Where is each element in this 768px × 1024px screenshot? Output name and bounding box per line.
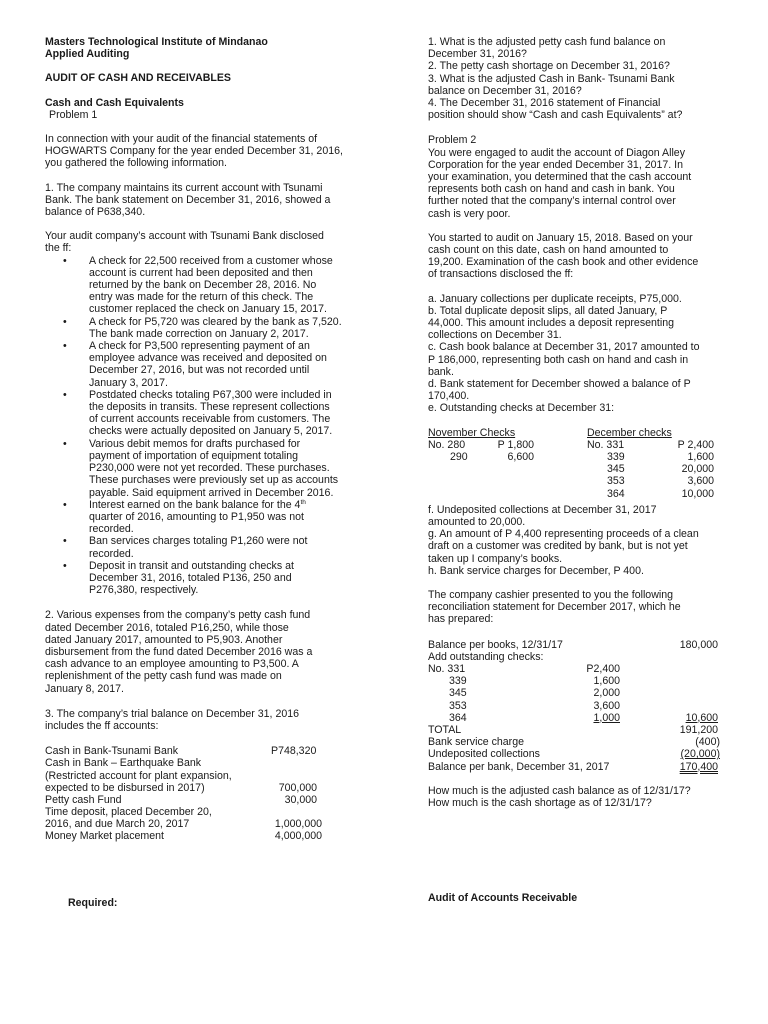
check-number: No. 280 xyxy=(428,438,466,451)
text-line: reconciliation statement for December 2017, which he xyxy=(428,601,681,614)
text-line: The bank made correction on January 2, 2017. xyxy=(89,327,309,340)
text-line: 4. The December 31, 2016 statement of Financial xyxy=(428,97,661,110)
text-line: employee advance was received and deposited on xyxy=(89,352,327,365)
recon-check-row xyxy=(428,700,720,712)
text-line: g. An amount of P 4,400 representing proceeds of a clean xyxy=(428,528,699,541)
text-line: c. Cash book balance at December 31, 2017 amounted to xyxy=(428,341,700,354)
text-line: bank. xyxy=(428,365,454,378)
account-value: 4,000,000 xyxy=(274,830,322,843)
cashier-note xyxy=(428,589,728,626)
text-line: You started to audit on January 15, 2018. Based on your xyxy=(428,231,693,244)
november-checks-header: November Checks xyxy=(428,426,516,439)
recon-row xyxy=(428,651,720,663)
list-item xyxy=(89,340,360,389)
text-line: balance of P638,340. xyxy=(45,206,146,219)
problem1-item2 xyxy=(45,609,360,694)
text-line: checks were actually deposited on January 5, 2017. xyxy=(89,425,333,438)
text-line: a. January collections per duplicate receipts, P75,000. xyxy=(428,292,682,305)
text-line: replenishment of the petty cash fund was made on xyxy=(45,670,282,683)
account-row xyxy=(45,794,335,806)
text-line: has prepared: xyxy=(428,613,494,626)
course-name: Applied Auditing xyxy=(45,48,130,61)
account-row xyxy=(45,782,335,794)
text-line: payment of importation of equipment totaling xyxy=(89,449,299,462)
institution-name: Masters Technological Institute of Mindanao xyxy=(45,36,268,48)
right-column xyxy=(428,36,728,904)
problem2-intro xyxy=(428,147,728,220)
text-line: • Postdated checks totaling P67,300 were included in xyxy=(89,388,332,401)
text-line: January 8, 2017. xyxy=(45,682,124,695)
text-line: cash is very poor. xyxy=(428,207,511,220)
text-line: position should show “Cash and cash Equivalents” at? xyxy=(428,109,683,122)
recon-value: 180,000 xyxy=(679,638,718,651)
text-line: of current accounts receivable from customers. The xyxy=(89,413,331,426)
text-line: dated January 2017, amounted to P5,903. Another xyxy=(45,633,283,646)
text-line: • Ban services charges totaling P1,260 were not xyxy=(89,535,308,548)
text-line: 3. The company’s trial balance on December 31, 2016 xyxy=(45,707,300,720)
recon-label: Undeposited collections xyxy=(428,748,540,761)
text-line: dated December 2016, totaled P16,250, while those xyxy=(45,621,289,634)
section-heading-receivables: Audit of Accounts Receivable xyxy=(428,892,578,904)
text-line: draft on a customer was credited by bank, but is not yet xyxy=(428,540,688,553)
check-amount: 2,000 xyxy=(593,687,620,700)
account-row xyxy=(45,745,335,757)
text-line: P276,380, respectively. xyxy=(89,584,199,597)
check-number: 290 xyxy=(450,451,468,464)
text-line: you gathered the following information. xyxy=(45,157,227,170)
list-item xyxy=(89,560,360,597)
recon-label: Bank service charge xyxy=(428,736,524,749)
checks-header-row xyxy=(428,427,718,439)
checks-row xyxy=(428,439,718,451)
text-line: 170,400. xyxy=(428,390,470,403)
check-number: 339 xyxy=(449,675,467,688)
account-label: Cash in Bank – Earthquake Bank xyxy=(45,757,202,770)
recon-label: Add outstanding checks: xyxy=(428,650,544,663)
text-line xyxy=(89,499,360,511)
text-line: collections on December 31. xyxy=(428,329,562,342)
checks-row xyxy=(428,488,718,500)
problem2-label: Problem 2 xyxy=(428,134,477,147)
recon-check-row xyxy=(428,663,720,675)
text-line: • A check for 22,500 received from a customer whose xyxy=(89,254,333,267)
text-line: 19,200. Examination of the cash book and other evidence xyxy=(428,256,699,269)
text-line: • Various debit memos for drafts purchased for xyxy=(89,437,301,450)
text-line: These purchases were previously set up as accounts xyxy=(89,474,339,487)
recon-row xyxy=(428,761,720,773)
text-line: cash advance to an employee amounting to P3,500. A xyxy=(45,658,299,671)
recon-row xyxy=(428,639,720,651)
text-span: Interest earned on the bank balance for the 4 xyxy=(89,498,301,511)
text-line: represents both cash on hand and cash in bank. You xyxy=(428,183,675,196)
recon-check-row xyxy=(428,687,720,699)
account-value: 1,000,000 xyxy=(274,818,322,831)
text-line: balance on December 31, 2016? xyxy=(428,84,582,97)
document-title: AUDIT OF CASH AND RECEIVABLES xyxy=(45,72,231,85)
recon-label: TOTAL xyxy=(428,723,462,736)
text-line: entry was made for the return of this check. The xyxy=(89,291,314,304)
text-line: 2. Various expenses from the company’s petty cash fund xyxy=(45,609,311,622)
check-amount: 3,600 xyxy=(593,699,620,712)
text-line: includes the ff accounts: xyxy=(45,719,159,732)
check-number: No. 331 xyxy=(428,663,466,676)
check-amount: P 2,400 xyxy=(677,438,714,451)
account-label: expected to be disbursed in 2017) xyxy=(45,781,205,794)
check-number: 345 xyxy=(607,463,625,476)
account-label: Cash in Bank-Tsunami Bank xyxy=(45,745,179,758)
account-label: (Restricted account for plant expansion, xyxy=(45,769,232,782)
text-line: customer replaced the check on January 15, 2017. xyxy=(89,303,327,316)
outstanding-checks-table xyxy=(428,427,718,500)
problem1-questions xyxy=(428,36,728,121)
checks-total: 10,600 xyxy=(685,711,718,724)
text-line: e. Outstanding checks at December 31: xyxy=(428,402,615,415)
problem2-questions xyxy=(428,785,728,809)
text-line: your examination, you determined that the cash account xyxy=(428,171,692,184)
text-line: How much is the cash shortage as of 12/31/17? xyxy=(428,796,652,809)
check-number: 353 xyxy=(449,699,467,712)
problem1-item1 xyxy=(45,182,360,219)
recon-value: 170,400 xyxy=(679,760,718,773)
text-line: P230,000 were not yet recorded. These purchases. xyxy=(89,462,330,475)
check-amount: P 1,800 xyxy=(497,438,534,451)
list-item xyxy=(89,535,360,559)
text-line: You were engaged to audit the account of Diagon Alley xyxy=(428,146,685,159)
text-line: How much is the adjusted cash balance as of 12/31/17? xyxy=(428,784,691,797)
recon-label: Balance per books, 12/31/17 xyxy=(428,638,563,651)
text-line: amounted to 20,000. xyxy=(428,516,526,529)
account-label: Petty cash Fund xyxy=(45,793,122,806)
account-label: Money Market placement xyxy=(45,830,164,843)
text-line: the deposits in transits. These represent collections xyxy=(89,401,330,414)
text-line: HOGWARTS Company for the year ended December 31, 2016, xyxy=(45,145,343,158)
text-line: taken up I company’s books. xyxy=(428,552,563,565)
text-line: b. Total duplicate deposit slips, all dated January, P xyxy=(428,304,668,317)
check-amount: 3,600 xyxy=(687,475,714,488)
text-line: recorded. xyxy=(89,523,134,536)
text-line: Your audit company’s account with Tsunami Bank disclosed xyxy=(45,230,324,243)
check-number: 364 xyxy=(449,711,467,724)
recon-label: Balance per bank, December 31, 2017 xyxy=(428,760,610,773)
check-number: 339 xyxy=(607,451,625,464)
list-item xyxy=(89,438,360,499)
text-line: 1. What is the adjusted petty cash fund balance on xyxy=(428,36,666,48)
text-line: account is current had been deposited and then xyxy=(89,266,313,279)
check-number: 345 xyxy=(449,687,467,700)
account-row xyxy=(45,770,335,782)
checks-row xyxy=(428,451,718,463)
text-line: December 31, 2016, totaled P136, 250 and xyxy=(89,571,292,584)
list-item xyxy=(89,316,360,340)
text-line: payable. Said equipment arrived in December 2016. xyxy=(89,486,334,499)
check-amount: 1,600 xyxy=(687,451,714,464)
reconciliation-statement xyxy=(428,639,720,773)
text-line: Corporation for the year ended December 31, 2017. In xyxy=(428,158,683,171)
text-line: • A check for P3,500 representing payment of an xyxy=(89,340,310,353)
account-row xyxy=(45,830,335,842)
text-line: disbursement from the fund dated December 2016 was a xyxy=(45,645,313,658)
list-item xyxy=(89,255,360,316)
recon-value: (400) xyxy=(695,736,720,749)
text-line: returned by the bank on December 28, 2016. No xyxy=(89,279,317,292)
check-number: No. 331 xyxy=(587,438,625,451)
text-line: further noted that the company’s internal control over xyxy=(428,195,676,208)
account-row xyxy=(45,818,335,830)
trial-balance-accounts xyxy=(45,745,335,843)
text-line: d. Bank statement for December showed a balance of P xyxy=(428,378,691,391)
problem1-intro xyxy=(45,133,360,170)
account-row xyxy=(45,757,335,769)
text-line: 2. The petty cash shortage on December 31, 2016? xyxy=(428,60,670,73)
account-row xyxy=(45,806,335,818)
account-value: P748,320 xyxy=(271,745,317,758)
superscript: th xyxy=(300,498,306,506)
text-line: h. Bank service charges for December, P 400. xyxy=(428,564,644,577)
check-amount: P2,400 xyxy=(586,663,620,676)
text-line: of transactions disclosed the ff: xyxy=(428,268,574,281)
check-number: 353 xyxy=(607,475,625,488)
text-line: recorded. xyxy=(89,547,134,560)
text-line: P 186,000, representing both cash on hand and cash in xyxy=(428,353,689,366)
list-item xyxy=(89,389,360,438)
check-amount: 1,000 xyxy=(593,711,620,724)
problem2-started xyxy=(428,232,728,281)
account-value: 700,000 xyxy=(278,781,317,794)
checks-row xyxy=(428,463,718,475)
text-line: December 27, 2016, but was not recorded until xyxy=(89,364,310,377)
text-line: In connection with your audit of the financial statements of xyxy=(45,133,318,146)
recon-row xyxy=(428,724,720,736)
text-line: The company cashier presented to you the following xyxy=(428,589,673,602)
account-label: Time deposit, placed December 20, xyxy=(45,806,212,819)
problem2-items xyxy=(428,293,728,415)
problem2-items2 xyxy=(428,504,728,577)
text-line: f. Undeposited collections at December 31, 2017 xyxy=(428,503,657,516)
checks-row xyxy=(428,475,718,487)
text-line: quarter of 2016, amounting to P1,950 was not xyxy=(89,510,304,523)
problem1-label: Problem 1 xyxy=(49,108,98,121)
text-line: 44,000. This amount includes a deposit representing xyxy=(428,317,674,330)
text-line: December 31, 2016? xyxy=(428,48,527,61)
text-line: • Deposit in transit and outstanding checks at xyxy=(89,559,294,572)
text-line: 1. The company maintains its current account with Tsunami xyxy=(45,181,323,194)
text-line: cash count on this date, cash on hand amounted to xyxy=(428,244,669,257)
account-label: 2016, and due March 20, 2017 xyxy=(45,818,190,831)
text-line: the ff: xyxy=(45,242,72,255)
recon-value: (20,000) xyxy=(680,748,720,761)
left-column xyxy=(45,36,360,909)
recon-row xyxy=(428,748,720,760)
recon-check-row xyxy=(428,712,720,724)
check-number: 364 xyxy=(607,487,625,500)
december-checks-header: December checks xyxy=(587,426,672,439)
text-line: 3. What is the adjusted Cash in Bank- Tsunami Bank xyxy=(428,72,675,85)
disclosure-list xyxy=(45,255,360,597)
text-line: • A check for P5,720 was cleared by the bank as 7,520. xyxy=(89,315,342,328)
check-amount: 6,600 xyxy=(507,451,534,464)
recon-value: 191,200 xyxy=(679,723,718,736)
list-item xyxy=(89,499,360,536)
recon-check-row xyxy=(428,675,720,687)
check-amount: 20,000 xyxy=(681,463,714,476)
recon-row xyxy=(428,736,720,748)
section-title: Cash and Cash Equivalents xyxy=(45,96,184,109)
account-value: 30,000 xyxy=(284,793,317,806)
check-amount: 10,000 xyxy=(681,487,714,500)
text-line: January 3, 2017. xyxy=(89,376,168,389)
check-amount: 1,600 xyxy=(593,675,620,688)
problem1-disclosed xyxy=(45,230,360,254)
text-line: Bank. The bank statement on December 31, 2016, showed a xyxy=(45,193,331,206)
required-label: Required: xyxy=(68,897,118,909)
problem1-item3 xyxy=(45,708,360,732)
